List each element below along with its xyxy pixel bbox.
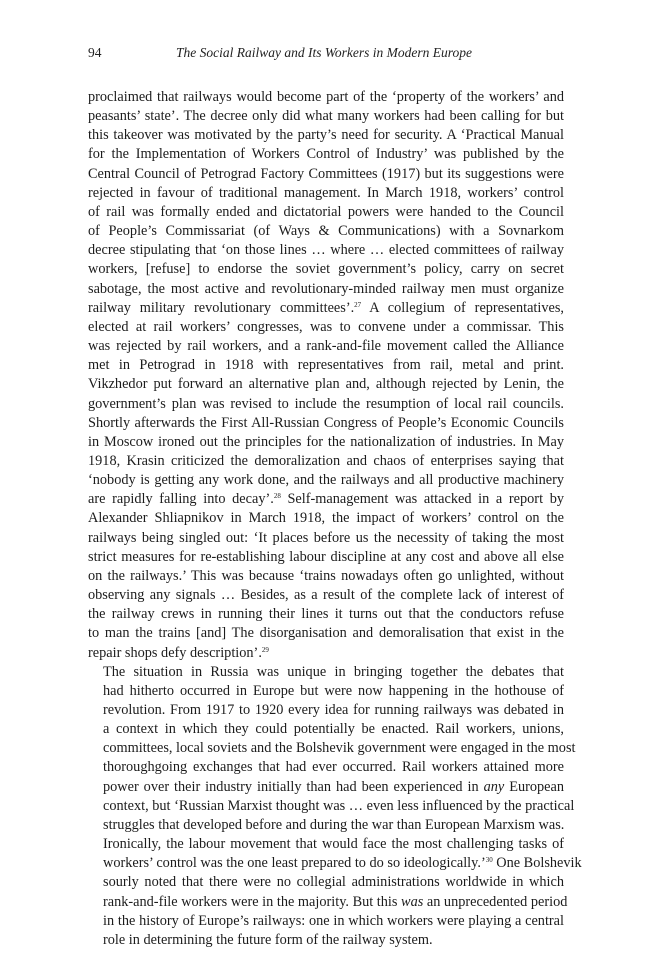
text-line: context, but ‘Russian Marxist thought was … even less influenced by the practical [103, 797, 575, 814]
text-line: decree stipulating that ‘on those lines … where … elected committees of railway [88, 242, 564, 259]
text-line: Central Council of Petrograd Factory Committees (1917) but its suggestions were [88, 165, 564, 182]
text-line: sourly noted that there were no collegial administrations worldwide in which [103, 874, 564, 891]
text-line: the railway crews in running their lines it turns out that the conductors refuse [88, 606, 564, 623]
text-line: struggles that developed before and during the war than European Marxism was. [103, 816, 565, 833]
text-line: repair shops defy description’.$^{29}$ [88, 644, 269, 661]
text-line: proclaimed that railways would become part of the ‘property of the workers’ and [88, 89, 564, 105]
footnote-ref: 30 [485, 856, 493, 865]
text-line: railways being singled out: ‘It places before us the necessity of taking the most [88, 529, 564, 546]
footnote-ref: 27 [354, 300, 362, 309]
text-line: was rejected by rail workers, and a rank-and-file movement called the Alliance [88, 338, 564, 355]
text-line: are rapidly falling into decay’.$^{28}$ Self-management was attacked in a report by [88, 491, 564, 508]
text-line: sabotage, the most active and revolutionary-minded railway men must organize [88, 280, 564, 297]
text-line: workers’ control was the one least prepared to do so ideologically.’$^{30}$ One Bolshevik [103, 855, 582, 872]
text-line: power over their industry initially than had been experienced in any European [103, 778, 564, 795]
emphasis: any [483, 778, 505, 795]
text-line: Vikzhedor put forward an alternative plan and, although rejected by Lenin, the [88, 376, 564, 393]
text-line: committees, local soviets and the Bolshevik government were engaged in the most [103, 740, 576, 757]
paragraph [88, 663, 582, 950]
paragraph [88, 88, 564, 663]
text-line: peasants’ state’. The decree only did what many workers had been calling for but [88, 108, 564, 125]
text-line: Alexander Shliapnikov in March 1918, the impact of workers’ control on the [88, 510, 564, 527]
text-line: railway military revolutionary committees’.$^{27}$ A collegium of representatives, [88, 299, 564, 316]
text-line: in the history of Europe’s railways: one in which workers were playing a central [103, 912, 564, 929]
text-line: Ironically, the labour movement that would face the most challenging tasks of [103, 836, 564, 853]
text-line: for the Implementation of Workers Control of Industry’ was published by the [88, 146, 564, 163]
text-line: ‘nobody is getting any work done, and the railways and all productive machinery [88, 472, 564, 489]
text-line: thoroughgoing exchanges that had ever occurred. Rail workers attained more [103, 759, 564, 776]
text-line: of rail was formally ended and dictatorial powers were handed to the Council [88, 203, 564, 220]
page-number: 94 [88, 45, 102, 60]
text-line: this takeover was motivated by the party’s need for security. A ‘Practical Manual [88, 127, 564, 144]
text-line: a context in which they could potentially be enacted. Rail workers, unions, [103, 721, 564, 738]
text-line: had hitherto occurred in Europe but were now happening in the hothouse of [103, 682, 564, 699]
text-line: on the railways.’ This was because ‘trains nowadays often go unlighted, without [88, 567, 564, 584]
text-line: in Moscow ironed out the principles for the nationalization of industries. In May [88, 433, 564, 450]
text-line: role in determining the future form of the railway system. [103, 931, 433, 948]
text-line: observing any signals … Besides, as a result of the complete lack of interest of [88, 587, 564, 604]
text-line: elected at rail workers’ congresses, was to convene under a commissar. This [88, 318, 564, 335]
text-line: rank-and-file workers were in the majority. But this was an unprecedented period [103, 893, 568, 910]
emphasis: was [401, 893, 424, 910]
text-line: of People’s Commissariat (of Ways & Communications) with a Sovnarkom [88, 223, 564, 240]
page-header [88, 45, 568, 65]
text-line: met in Petrograd in 1918 with representatives from rail, metal and print. [88, 357, 564, 374]
footnote-ref: 28 [273, 492, 281, 501]
body-text [88, 88, 582, 950]
text-line: Shortly afterwards the First All-Russian Congress of People’s Economic Councils [88, 414, 564, 431]
text-line: 1918, Krasin criticized the demoralization and chaos of enterprises saying that [88, 452, 564, 469]
text-line: government’s plan was revised to include the resumption of local rail councils. [88, 395, 564, 412]
text-line: to man the trains [and] The disorganisation and demoralisation that exist in the [88, 625, 564, 642]
text-line: strict measures for re-establishing labour discipline at any cost and above all else [88, 548, 564, 565]
running-title: The Social Railway and Its Workers in Modern Europe [176, 45, 472, 60]
text-line: revolution. From 1917 to 1920 every idea for running railways was debated in [103, 702, 564, 718]
text-line: rejected in favour of traditional management. In March 1918, workers’ control [88, 184, 564, 201]
text-line: workers, [refuse] to endorse the soviet government’s policy, carry on secret [88, 261, 564, 278]
text-line: The situation in Russia was unique in bringing together the debates that [103, 663, 564, 680]
footnote-ref: 29 [261, 645, 269, 654]
